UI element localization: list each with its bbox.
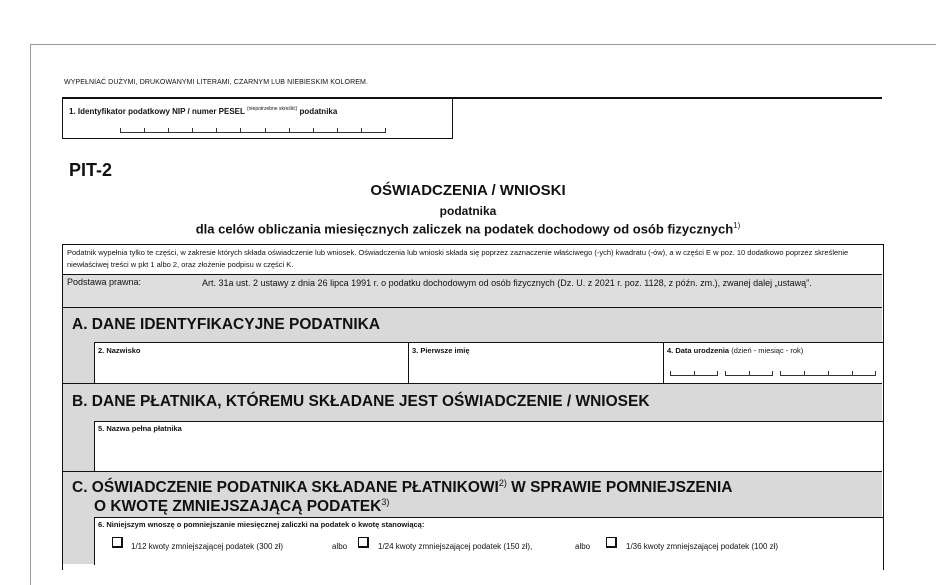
option-1-12-label: 1/12 kwoty zmniejszającej podatek (300 zł) [131, 542, 284, 551]
surname-label: 2. Nazwisko [98, 346, 141, 355]
section-a-heading: A. DANE IDENTYFIKACYJNE PODATNIKA [72, 316, 381, 333]
reduction-label: 6. Niniejszym wnoszę o pomniejszanie miesięcznej zaliczki na podatek o kwotę stanowiącą: [98, 520, 425, 529]
legal-basis-label: Podstawa prawna: [67, 277, 142, 287]
option-1-36-checkbox[interactable] [606, 537, 617, 548]
section-b-heading: B. DANE PŁATNIKA, KTÓREMU SKŁADANE JEST OŚWIADCZENIE / WNIOSEK [72, 393, 650, 410]
section-c-heading-line2 [94, 497, 389, 516]
option-separator-2: albo [575, 542, 591, 551]
payer-name-label: 5. Nazwa pełna płatnika [98, 424, 182, 433]
info-text: Podatnik wypełnia tylko te części, w zakresie których składa oświadczenie lub wniosek. Oświadczenia lub wnioski składa się poprzez zaznaczenie właściwego (-ych) kwadratu (-ów), a w części E w poz. 10 dodatkowo poprzez skreślenie niewłaściwej treści w pkt 1 albo 2, oraz złożenie podpisu w części K. [67, 248, 849, 269]
birth-month-cells[interactable] [725, 369, 773, 376]
birth-date-label-main: 4. Data urodzenia [667, 346, 730, 355]
nip-label-note: (niepotrzebne skreślić) [246, 106, 298, 112]
nip-digit-cells[interactable] [120, 126, 386, 133]
form-code: PIT-2 [69, 160, 113, 180]
option-1-24-checkbox[interactable] [358, 537, 369, 548]
nip-pesel-label [69, 106, 337, 116]
option-separator-1: albo [332, 542, 348, 551]
form-subtitle-1: podatnika [439, 204, 497, 218]
surname-field[interactable] [94, 342, 409, 383]
nip-label-tail: podatnika [299, 107, 338, 116]
birth-day-cells[interactable] [670, 369, 718, 376]
section-c-heading-tail: W SPRAWIE POMNIEJSZENIA [506, 479, 733, 497]
fill-instruction: WYPEŁNIAĆ DUŻYMI, DRUKOWANYMI LITERAMI, CZARNYM LUB NIEBIESKIM KOLOREM. [64, 79, 368, 86]
first-name-label: 3. Pierwsze imię [412, 346, 470, 355]
section-c-footnote-2: 3) [381, 497, 390, 507]
legal-basis-text: Art. 31a ust. 2 ustawy z dnia 26 lipca 1991 r. o podatku dochodowym od osób fizycznych (Dz. U. z 2021 r. poz. 1128, z późn. zm.), zwanej dalej „ustawą”. [202, 278, 812, 288]
form-title: OŚWIADCZENIA / WNIOSKI [370, 182, 566, 199]
payer-name-field[interactable] [94, 421, 883, 471]
form-subtitle-2 [0, 221, 936, 236]
subtitle-footnote: 1) [733, 221, 741, 230]
nip-pesel-box[interactable] [62, 99, 453, 139]
birth-date-label-note: (dzień - miesiąc - rok) [731, 346, 804, 355]
section-c-heading-main: C. OŚWIADCZENIE PODATNIKA SKŁADANE PŁATNIKOWI [72, 479, 499, 497]
birth-year-cells[interactable] [780, 369, 876, 376]
subtitle-2-text: dla celów obliczania miesięcznych zaliczek na podatek dochodowy od osób fizycznych [195, 221, 734, 237]
section-c-footnote-1: 2) [498, 478, 507, 488]
option-1-36-label: 1/36 kwoty zmniejszającej podatek (100 zł) [626, 542, 779, 551]
nip-label-main: 1. Identyfikator podatkowy NIP / numer PESEL [69, 107, 245, 116]
option-1-24-label: 1/24 kwoty zmniejszającej podatek (150 zł), [378, 542, 533, 551]
section-c-heading-line1 [72, 478, 732, 497]
option-1-12-checkbox[interactable] [112, 537, 123, 548]
section-c-heading-line2-text: O KWOTĘ ZMNIEJSZAJĄCĄ PODATEK [94, 498, 382, 516]
birth-date-label [667, 346, 803, 355]
